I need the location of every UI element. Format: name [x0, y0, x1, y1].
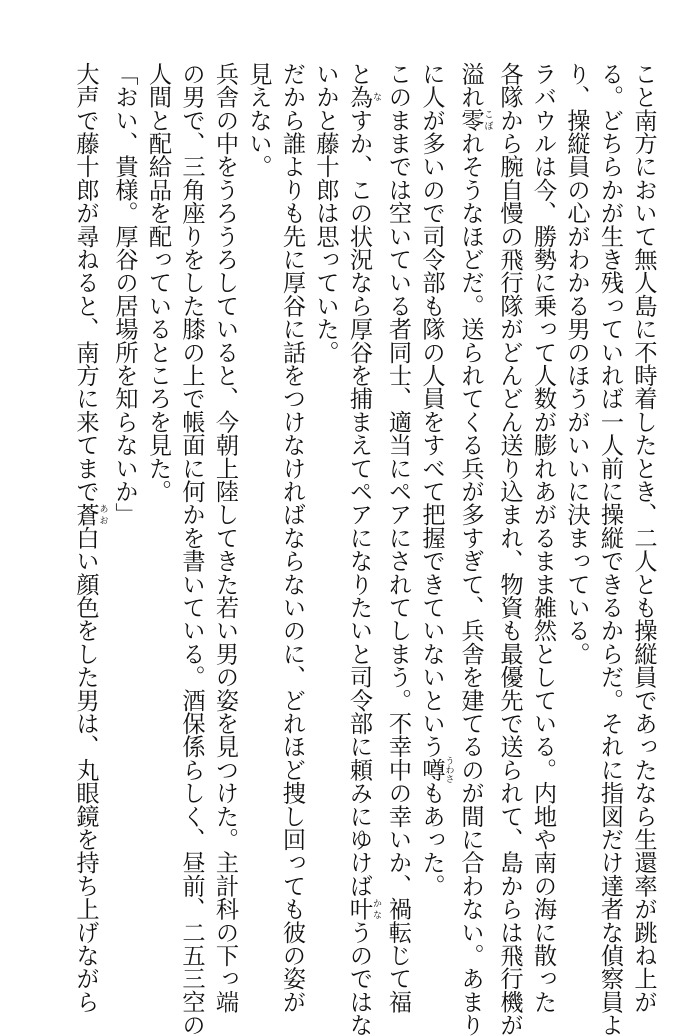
- text-segment: 白い顔色をした男は、丸眼鏡を持ち上げながら: [72, 526, 99, 1014]
- vertical-body-text: [40, 62, 660, 1036]
- furigana-word: [418, 756, 454, 784]
- text-segment: 大声で藤十郎が尋ねると、南方に来てまで: [72, 62, 99, 503]
- text-line: こと南方において無人島に不時着したとき、二人とも操縦員であったなら生還率が跳ね上が: [630, 62, 657, 1014]
- ruby-base: 噂: [418, 756, 445, 784]
- furigana-word: [345, 85, 381, 109]
- text-line: だから誰よりも先に厚谷に話をつけなければならないのに、どれほど捜し回っても彼の姿が: [278, 62, 306, 1014]
- furigana-word: [345, 897, 381, 921]
- text-segment: すか、この状況なら厚谷を捕まえてペアになりたいと司令部に頼みにゆけば: [345, 108, 373, 898]
- text-line: [454, 62, 493, 1036]
- ruby-base: 為: [345, 85, 373, 109]
- ruby-base: 零: [457, 108, 484, 132]
- text-segment: もあった。: [418, 781, 445, 898]
- text-line: ラバウルは今、勝勢に乗って人数が膨れあがるまま雑然としている。内地や南の海に散った: [529, 62, 557, 1014]
- text-line: 人間と配給品を配っているところを見た。: [144, 62, 172, 503]
- text-line: る。どちらかが生き残っていれば一人前に操縦できるからだ。それに指図だけ達者な偵察員よ: [596, 62, 624, 1036]
- ruby-base: 蒼: [72, 502, 99, 527]
- furigana: うわさ: [443, 756, 454, 784]
- furigana-word: [72, 502, 108, 527]
- text-segment: と: [345, 62, 373, 86]
- text-segment: うのではな: [345, 920, 373, 1036]
- text-line: の男で、三角座りをした膝の上で帳面に何かを書いている。酒保係らしく、昼前、二五三空の: [178, 62, 205, 1036]
- furigana: な: [371, 85, 381, 109]
- furigana: こぼ: [482, 108, 493, 132]
- text-line: 見えない。: [245, 62, 272, 178]
- text-line: 「おい、貴様。厚谷の居場所を知らないか」: [111, 62, 138, 526]
- text-line: [415, 62, 454, 962]
- text-line: [69, 62, 108, 1014]
- text-segment: れそうなほどだ。送られてくる兵が多すぎて、兵舎を建てるのが間に合わない。あまり: [457, 131, 484, 1036]
- furigana: かな: [371, 897, 381, 921]
- text-line: このままでは空いている者同士、適当にペアにされてしまう。不幸中の幸いか、禍転じて福: [384, 62, 412, 1014]
- ruby-base: 叶: [345, 897, 373, 921]
- text-segment: に人が多いので司令部も隊の人員をすべて把握できていないという: [418, 62, 445, 758]
- furigana-word: [457, 108, 493, 132]
- furigana: あお: [97, 502, 108, 527]
- text-line: り、操縦員の心がわかる男のほうがいいに決まっている。: [563, 62, 590, 666]
- text-line: [342, 62, 381, 1036]
- text-segment: 溢れ: [457, 62, 484, 109]
- text-line: 各隊から腕自慢の飛行隊がどんどん送り込まれ、物資も最優先で送られて、島からは飛行機が: [496, 62, 523, 1036]
- text-line: 兵舎の中をうろうろしていると、今朝上陸してきた若い男の姿を見つけた。主計科の下っ端: [211, 62, 239, 1014]
- text-line: いかと藤十郎は思っていた。: [312, 62, 339, 364]
